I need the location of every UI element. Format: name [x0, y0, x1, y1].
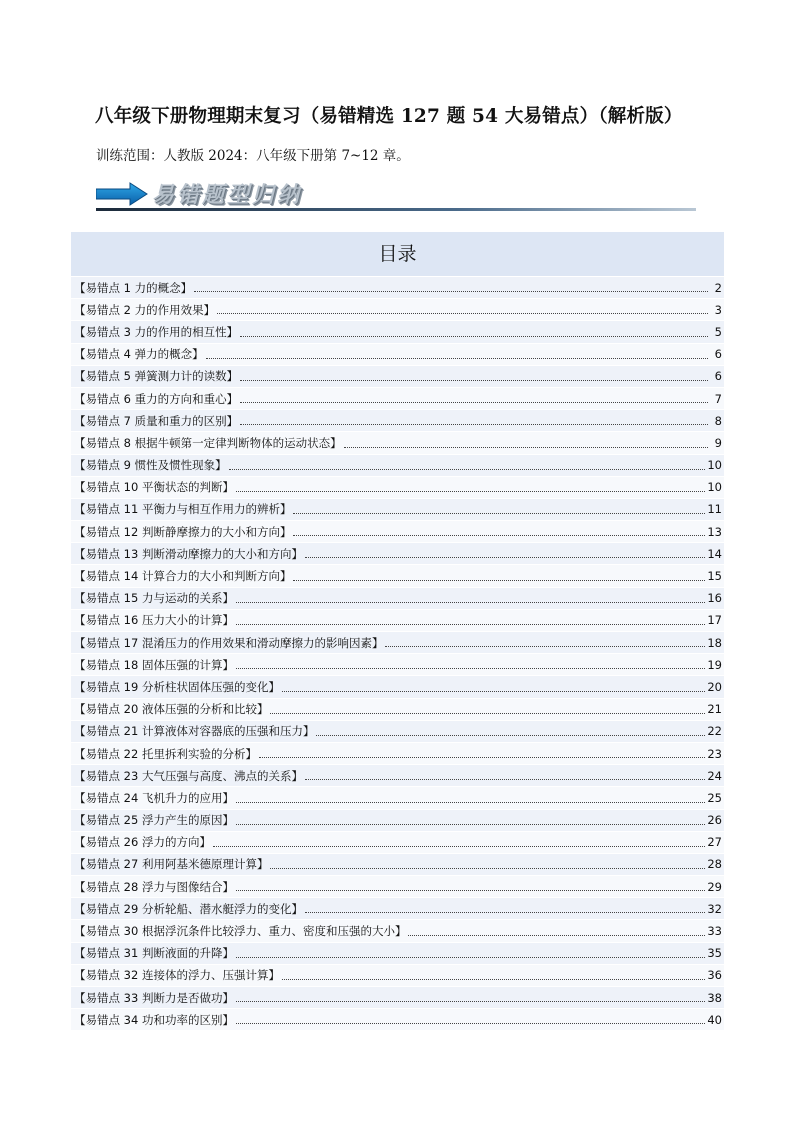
- toc-entry-page: 27: [707, 835, 722, 850]
- toc-entry-label: 【易错点 31 判断液面的升降】: [74, 946, 234, 961]
- toc-leader-dots: [236, 490, 705, 492]
- toc-entry-label: 【易错点 12 判断静摩擦力的大小和方向】: [74, 524, 292, 539]
- toc-entry[interactable]: [71, 743, 724, 765]
- toc-leader-dots: [282, 690, 705, 692]
- toc-entry[interactable]: [71, 765, 724, 787]
- toc-entry-label: 【易错点 4 弹力的概念】: [74, 347, 204, 362]
- document-subtitle: 训练范围：人教版 2024：八年级下册第 7~12 章。: [96, 148, 410, 164]
- toc-entry[interactable]: [71, 366, 724, 388]
- toc-entry-page: 24: [707, 768, 722, 783]
- toc-entry[interactable]: [71, 898, 724, 920]
- toc-entry-page: 32: [707, 901, 722, 916]
- toc-entry-page: 28: [707, 857, 722, 872]
- toc-entry-label: 【易错点 19 分析柱状固体压强的变化】: [74, 679, 280, 694]
- toc-leader-dots: [270, 867, 705, 869]
- toc-entry[interactable]: [71, 321, 724, 343]
- toc-entry-label: 【易错点 11 平衡力与相互作用力的辨析】: [74, 502, 292, 517]
- toc-entry[interactable]: [71, 432, 724, 454]
- toc-entry[interactable]: [71, 832, 724, 854]
- toc-entry-page: 26: [707, 813, 722, 828]
- toc-entry[interactable]: [71, 987, 724, 1009]
- toc-entry-page: 2: [714, 280, 722, 295]
- toc-entry-page: 3: [714, 302, 722, 317]
- toc-leader-dots: [229, 468, 706, 470]
- toc-leader-dots: [236, 601, 705, 603]
- toc-entry-label: 【易错点 10 平衡状态的判断】: [74, 480, 234, 495]
- toc-entry-page: 25: [707, 790, 722, 805]
- toc-entry[interactable]: [71, 632, 724, 654]
- arrow-icon: [96, 182, 148, 206]
- toc-leader-dots: [240, 335, 708, 337]
- toc-leader-dots: [293, 534, 705, 536]
- toc-entry-label: 【易错点 34 功和功率的区别】: [74, 1012, 234, 1027]
- toc-entry[interactable]: [71, 965, 724, 987]
- toc-leader-dots: [217, 312, 708, 314]
- toc-entry[interactable]: [71, 920, 724, 942]
- toc-entry-page: 6: [714, 347, 722, 362]
- document-title: 八年级下册物理期末复习（易错精选 127 题 54 大易错点）（解析版）: [95, 106, 683, 127]
- toc-entry-page: 38: [707, 990, 722, 1005]
- toc-leader-dots: [316, 734, 705, 736]
- toc-entry-page: 8: [714, 413, 722, 428]
- toc-entry-page: 21: [707, 702, 722, 717]
- toc-entry[interactable]: [71, 854, 724, 876]
- toc-leader-dots: [236, 623, 705, 625]
- toc-entry-label: 【易错点 13 判断滑动摩擦力的大小和方向】: [74, 546, 303, 561]
- toc-entry[interactable]: [71, 1009, 724, 1031]
- toc-entry[interactable]: [71, 477, 724, 499]
- toc-heading: 目录: [71, 232, 724, 277]
- toc-leader-dots: [305, 911, 705, 913]
- toc-entry-page: 10: [707, 458, 722, 473]
- toc-leader-dots: [236, 667, 705, 669]
- toc-entry[interactable]: [71, 588, 724, 610]
- toc-leader-dots: [236, 1022, 705, 1024]
- toc-entry[interactable]: [71, 654, 724, 676]
- toc-leader-dots: [194, 290, 708, 292]
- toc-entry[interactable]: [71, 721, 724, 743]
- toc-entry-label: 【易错点 24 飞机升力的应用】: [74, 790, 234, 805]
- toc-leader-dots: [240, 379, 708, 381]
- toc-entry-label: 【易错点 14 计算合力的大小和判断方向】: [74, 569, 292, 584]
- toc-entry-label: 【易错点 28 浮力与图像结合】: [74, 879, 234, 894]
- toc-entry[interactable]: [71, 277, 724, 299]
- table-of-contents: [71, 232, 724, 1031]
- toc-entry[interactable]: [71, 388, 724, 410]
- toc-entry-label: 【易错点 9 惯性及惯性现象】: [74, 458, 227, 473]
- toc-leader-dots: [236, 889, 705, 891]
- toc-leader-dots: [385, 645, 705, 647]
- toc-entry-label: 【易错点 7 质量和重力的区别】: [74, 413, 239, 428]
- toc-leader-dots: [236, 1000, 705, 1002]
- toc-entry-page: 13: [707, 524, 722, 539]
- toc-leader-dots: [282, 978, 705, 980]
- toc-leader-dots: [344, 446, 708, 448]
- toc-leader-dots: [293, 512, 705, 514]
- toc-entry[interactable]: [71, 787, 724, 809]
- toc-entry-page: 22: [707, 724, 722, 739]
- banner-text: 易错题型归纳: [152, 183, 303, 208]
- toc-entry-label: 【易错点 27 利用阿基米德原理计算】: [74, 857, 269, 872]
- toc-entry-label: 【易错点 23 大气压强与高度、沸点的关系】: [74, 768, 303, 783]
- toc-entry-label: 【易错点 22 托里拆利实验的分析】: [74, 746, 257, 761]
- toc-entry-page: 11: [707, 502, 722, 517]
- toc-list: [71, 277, 724, 1031]
- toc-leader-dots: [408, 934, 705, 936]
- toc-entry-label: 【易错点 20 液体压强的分析和比较】: [74, 702, 269, 717]
- toc-entry-label: 【易错点 18 固体压强的计算】: [74, 657, 234, 672]
- toc-entry-label: 【易错点 21 计算液体对容器底的压强和压力】: [74, 724, 315, 739]
- toc-entry-page: 14: [707, 546, 722, 561]
- toc-entry-page: 18: [707, 635, 722, 650]
- toc-leader-dots: [236, 956, 705, 958]
- toc-entry[interactable]: [71, 876, 724, 898]
- toc-entry-label: 【易错点 16 压力大小的计算】: [74, 613, 234, 628]
- banner-underline: [96, 208, 696, 211]
- toc-entry-page: 33: [707, 924, 722, 939]
- toc-entry-page: 20: [707, 679, 722, 694]
- toc-entry-label: 【易错点 8 根据牛顿第一定律判断物体的运动状态】: [74, 435, 342, 450]
- toc-entry-page: 19: [707, 657, 722, 672]
- toc-leader-dots: [236, 823, 705, 825]
- toc-entry-page: 10: [707, 480, 722, 495]
- toc-entry-label: 【易错点 25 浮力产生的原因】: [74, 813, 234, 828]
- toc-entry-label: 【易错点 30 根据浮沉条件比较浮力、重力、密度和压强的大小】: [74, 924, 407, 939]
- toc-entry[interactable]: [71, 455, 724, 477]
- toc-entry-label: 【易错点 26 浮力的方向】: [74, 835, 211, 850]
- toc-leader-dots: [305, 778, 705, 780]
- toc-entry[interactable]: [71, 943, 724, 965]
- toc-entry-page: 15: [707, 569, 722, 584]
- toc-entry-label: 【易错点 29 分析轮船、潜水艇浮力的变化】: [74, 901, 303, 916]
- toc-entry-label: 【易错点 3 力的作用的相互性】: [74, 324, 239, 339]
- toc-leader-dots: [293, 579, 705, 581]
- toc-entry[interactable]: [71, 699, 724, 721]
- toc-entry[interactable]: [71, 344, 724, 366]
- toc-entry-page: 29: [707, 879, 722, 894]
- toc-entry[interactable]: [71, 676, 724, 698]
- toc-entry-label: 【易错点 32 连接体的浮力、压强计算】: [74, 968, 280, 983]
- toc-leader-dots: [259, 756, 705, 758]
- toc-leader-dots: [270, 712, 705, 714]
- toc-entry-page: 17: [707, 613, 722, 628]
- toc-entry[interactable]: [71, 543, 724, 565]
- toc-entry-page: 6: [714, 369, 722, 384]
- toc-entry-label: 【易错点 2 力的作用效果】: [74, 302, 216, 317]
- toc-entry[interactable]: [71, 521, 724, 543]
- toc-entry[interactable]: [71, 499, 724, 521]
- toc-leader-dots: [236, 801, 705, 803]
- toc-entry-page: 9: [714, 435, 722, 450]
- toc-entry-label: 【易错点 17 混淆压力的作用效果和滑动摩擦力的影响因素】: [74, 635, 384, 650]
- toc-leader-dots: [240, 423, 708, 425]
- toc-entry-label: 【易错点 6 重力的方向和重心】: [74, 391, 239, 406]
- toc-entry-label: 【易错点 1 力的概念】: [74, 280, 193, 295]
- toc-leader-dots: [213, 845, 705, 847]
- toc-leader-dots: [206, 357, 708, 359]
- toc-entry[interactable]: [71, 810, 724, 832]
- toc-entry-label: 【易错点 5 弹簧测力计的读数】: [74, 369, 239, 384]
- toc-entry-page: 35: [707, 946, 722, 961]
- section-banner: [96, 178, 696, 214]
- toc-entry-label: 【易错点 33 判断力是否做功】: [74, 990, 234, 1005]
- toc-entry-page: 36: [707, 968, 722, 983]
- toc-leader-dots: [240, 401, 708, 403]
- toc-entry[interactable]: [71, 410, 724, 432]
- toc-entry-page: 7: [714, 391, 722, 406]
- toc-leader-dots: [305, 556, 705, 558]
- toc-entry-page: 23: [707, 746, 722, 761]
- toc-entry-page: 16: [707, 591, 722, 606]
- toc-entry-page: 40: [707, 1012, 722, 1027]
- toc-entry[interactable]: [71, 610, 724, 632]
- toc-entry-page: 5: [714, 324, 722, 339]
- toc-entry[interactable]: [71, 565, 724, 587]
- toc-entry[interactable]: [71, 299, 724, 321]
- toc-entry-label: 【易错点 15 力与运动的关系】: [74, 591, 234, 606]
